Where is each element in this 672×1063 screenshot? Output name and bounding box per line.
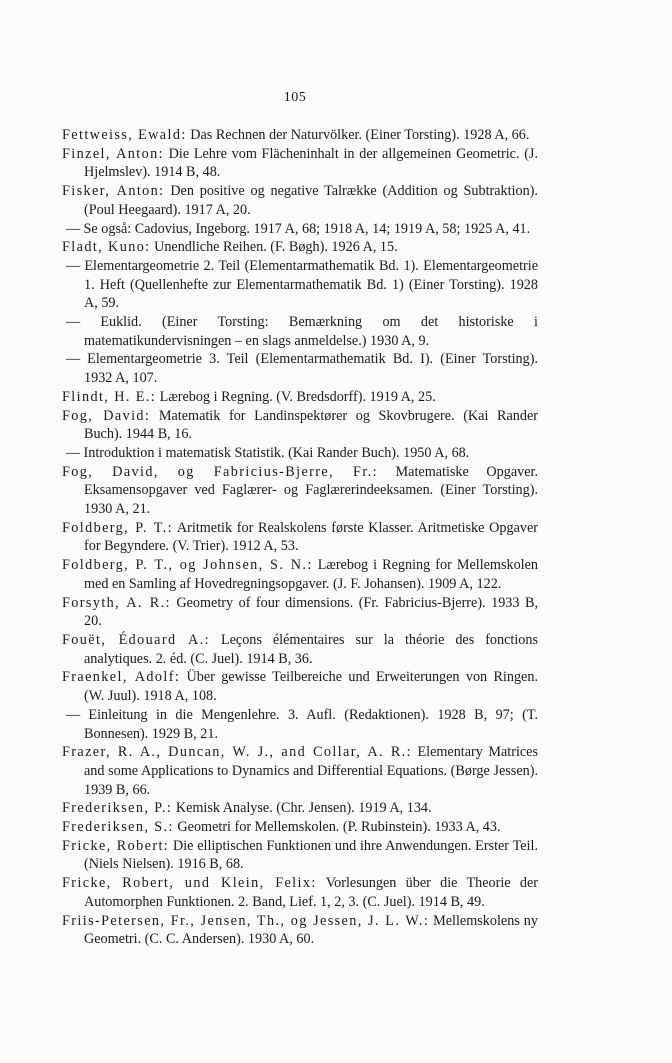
entry-text: Se også: Cadovius, Ingeborg. 1917 A, 68; 1918 A, 14; 1919 A, 58; 1925 A, 41. [80, 220, 531, 237]
entry-text: Lærebog i Regning. (V. Bredsdorff). 1919 A, 25. [156, 388, 436, 405]
entry-author: Fladt, Kuno: [62, 239, 151, 256]
entry-author: Frazer, R. A., Duncan, W. J., and Collar, A. R.: [62, 744, 412, 761]
entry-text: Den positive og negative Talrække (Addition og Subtraktion). (Poul Heegaard). 1917 A, 20. [84, 183, 538, 218]
entry-author: Fettweiss, Ewald: [62, 127, 187, 143]
entry-dash: — [66, 351, 81, 368]
entry-text: Lærebog i Regning for Mellemskolen med en Samling af Hovedregningsopgaver. (J. F. Johansen). 1909 A, 122. [84, 557, 539, 592]
entry-dash: — [66, 314, 81, 331]
bibliography-entry [62, 257, 538, 313]
bibliography-entry [62, 182, 538, 219]
entry-text: Das Rechnen der Naturvölker. (Einer Torsting). 1928 A, 66. [186, 127, 530, 143]
bibliography-entry [62, 145, 538, 182]
bibliography-entry [62, 668, 538, 705]
entry-author: Frederiksen, S.: [62, 819, 174, 836]
entry-text: Elementargeometrie 2. Teil (Elementarmathematik Bd. 1). Elementargeometrie 1. Heft (Quellenhefte zur Elementarmathematik Bd. 1) (Einer Torsting). 1928 A, 59. [80, 257, 538, 312]
entry-author: Fisker, Anton: [62, 183, 165, 200]
entry-author: Friis-Petersen, Fr., Jensen, Th., og Jessen, J. L. W.: [62, 912, 430, 929]
bibliography-entry [62, 444, 538, 463]
entry-text: Geometri for Mellemskolen. (P. Rubinstein). 1933 A, 43. [173, 819, 501, 836]
entry-text: Euklid. (Einer Torsting: Bemærkning om det historiske i matematikundervisningen – en slags anmeldelse.) 1930 A, 9. [80, 314, 538, 349]
entry-author: Fraenkel, Adolf: [62, 669, 181, 686]
bibliography-entry [62, 313, 538, 350]
bibliography-entry [62, 874, 538, 911]
bibliography-entry [62, 818, 538, 837]
entry-text: Elementary Matrices and some Applications to Dynamics and Differential Equations. (Børge Jessen). 1939 B, 66. [84, 744, 538, 798]
bibliography-entry [62, 238, 538, 257]
entry-author: Fouët, Édouard A.: [62, 631, 210, 648]
bibliography-entry [62, 706, 538, 743]
entry-dash: — [66, 706, 81, 723]
entry-author: Finzel, Anton: [62, 145, 164, 162]
bibliography-entry [62, 463, 538, 519]
entry-dash: — [66, 220, 81, 237]
entry-text: Geometry of four dimensions. (Fr. Fabricius-Bjerre). 1933 B, 20. [84, 594, 538, 630]
bibliography-entry [62, 594, 538, 631]
entry-text: Die Lehre vom Flächeninhalt in der allgemeinen Geometric. (J. Hjelmslev). 1914 B, 48. [84, 145, 538, 181]
entry-text: Elementargeometrie 3. Teil (Elementarmathematik Bd. I). (Einer Torsting). 1932 A, 107. [80, 351, 538, 387]
entry-author: Foldberg, P. T., og Johnsen, S. N.: [62, 557, 313, 574]
bibliography-entry [62, 126, 538, 145]
entry-text: Über gewisse Teilbereiche und Erweiterungen von Ringen. (W. Juul). 1918 A, 108. [84, 669, 538, 705]
entry-author: Foldberg, P. T.: [62, 519, 174, 536]
entry-dash: — [66, 257, 81, 274]
entry-text: Matematiske Opgaver. Eksamensopgaver ved Faglærer- og Faglærerindeeksamen. (Einer Torsting). 1930 A, 21. [84, 463, 539, 518]
bibliography-entry [62, 837, 538, 874]
entry-author: Fog, David, og Fabricius-Bjerre, Fr.: [62, 463, 378, 480]
entry-text: Leçons élémentaires sur la théorie des fonctions analytiques. 2. éd. (C. Juel). 1914 B, 36. [84, 631, 538, 667]
entry-text: Einleitung in die Mengenlehre. 3. Aufl. (Redaktionen). 1928 B, 97; (T. Bonnesen). 1929 B, 21. [80, 706, 538, 742]
bibliography-list [62, 126, 538, 949]
entry-text: Vorlesungen über die Theorie der Automorphen Funktionen. 2. Band, Lief. 1, 2, 3. (C. Juel). 1914 B, 49. [84, 875, 538, 910]
bibliography-entry [62, 799, 538, 818]
entry-author: Fog, David: [62, 407, 151, 424]
bibliography-entry [62, 743, 538, 799]
entry-text: Aritmetik for Realskolens første Klasser. Aritmetiske Opgaver for Begyndere. (V. Trier). 1912 A, 53. [84, 519, 538, 555]
entry-text: Introduktion i matematisk Statistik. (Kai Rander Buch). 1950 A, 68. [80, 444, 470, 461]
bibliography-entry [62, 407, 538, 444]
entry-author: Fricke, Robert: [62, 837, 170, 854]
entry-author: Flindt, H. E.: [62, 388, 157, 405]
bibliography-entry [62, 519, 538, 556]
entry-text: Matematik for Landinspektører og Skovbrugere. (Kai Rander Buch). 1944 B, 16. [84, 407, 538, 443]
bibliography-entry [62, 350, 538, 387]
bibliography-entry [62, 556, 538, 593]
entry-author: Fricke, Robert, und Klein, Felix: [62, 875, 317, 892]
page-number: 105 [283, 90, 307, 105]
entry-text: Die elliptischen Funktionen und ihre Anwendungen. Erster Teil. (Niels Nielsen). 1916 B, 68. [84, 837, 538, 873]
entry-text: Kemisk Analyse. (Chr. Jensen). 1919 A, 134. [172, 800, 432, 817]
entry-author: Frederiksen, P.: [62, 800, 173, 817]
entry-dash: — [66, 444, 81, 461]
bibliography-entry [62, 388, 538, 407]
entry-author: Forsyth, A. R.: [62, 594, 171, 611]
bibliography-entry [62, 220, 538, 239]
entry-text: Unendliche Reihen. (F. Bøgh). 1926 A, 15. [150, 239, 398, 256]
bibliography-entry [62, 912, 538, 949]
entry-text: Mellemskolens ny Geometri. (C. C. Andersen). 1930 A, 60. [84, 912, 538, 948]
bibliography-entry [62, 631, 538, 668]
